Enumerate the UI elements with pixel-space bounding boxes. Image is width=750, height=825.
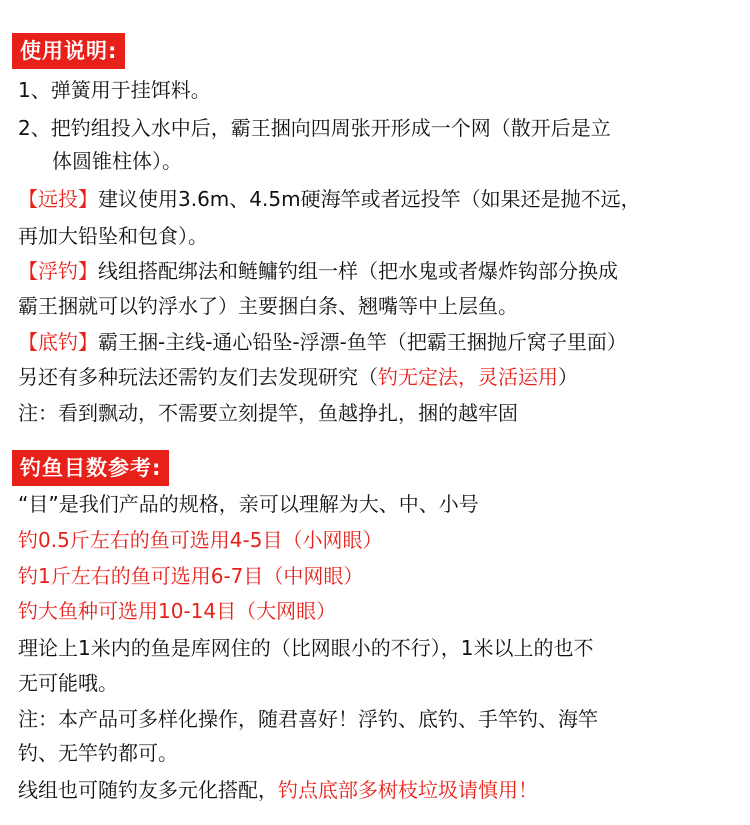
- float-fishing-line-2: 霸王捆就可以钓浮水了）主要捆白条、翘嘴等中上层鱼。: [18, 294, 518, 318]
- theory-line-2: 无可能哦。: [18, 671, 118, 695]
- other-methods-text: 另还有多种玩法还需钓友们去发现研究（: [18, 365, 378, 389]
- usage-note: 注：看到飘动，不需要立刻提竿，鱼越挣扎，捆的越牢固: [18, 401, 518, 425]
- product-note-line-2: 钓、无竿钓都可。: [18, 741, 178, 765]
- combo-warning: 钓点底部多树枝垃圾请慎用！: [278, 778, 538, 802]
- bottom-fishing-line: [18, 327, 746, 357]
- float-fishing-line-1: [18, 256, 746, 286]
- bottom-fishing-tag: 【底钓】: [18, 330, 98, 354]
- other-methods-line: [18, 362, 746, 392]
- float-fishing-tag: 【浮钓】: [18, 259, 98, 283]
- usage-heading-badge: 使用说明:: [12, 33, 125, 69]
- mesh-size-medium: 钓1斤左右的鱼可选用6-7目（中网眼）: [18, 564, 364, 588]
- combo-line: [18, 775, 746, 805]
- mesh-intro: “目”是我们产品的规格，亲可以理解为大、中、小号: [18, 492, 479, 516]
- mesh-size-heading-badge: 钓鱼目数参考:: [12, 450, 169, 486]
- usage-item-2-line-1: 2、把钓组投入水中后，霸王捆向四周张开形成一个网（散开后是立: [18, 116, 611, 140]
- product-note-line-1: 注：本产品可多样化操作，随君喜好！浮钓、底钓、手竿钓、海竿: [18, 707, 598, 731]
- mesh-size-small: 钓0.5斤左右的鱼可选用4-5目（小网眼）: [18, 528, 383, 552]
- usage-item-2-line-2: 体圆锥柱体）。: [52, 149, 182, 173]
- combo-text: 线组也可随钓友多元化搭配，: [18, 778, 278, 802]
- mesh-size-large: 钓大鱼种可选用10-14目（大网眼）: [18, 599, 337, 623]
- usage-item-1: 1、弹簧用于挂饵料。: [18, 78, 211, 102]
- other-methods-highlight: 钓无定法，灵活运用: [378, 365, 558, 389]
- long-cast-line-2: 再加大铅坠和包食）。: [18, 224, 208, 248]
- long-cast-text: 建议使用3.6m、4.5m硬海竿或者远投竿（如果还是抛不远，: [98, 187, 641, 211]
- long-cast-line-1: [18, 184, 746, 214]
- float-fishing-text: 线组搭配绑法和鲢鳙钓组一样（把水鬼或者爆炸钩部分换成: [98, 259, 618, 283]
- other-methods-close: ）: [558, 365, 578, 389]
- theory-line-1: 理论上1米内的鱼是库网住的（比网眼小的不行），1米以上的也不: [18, 636, 594, 660]
- bottom-fishing-text: 霸王捆-主线-通心铅坠-浮漂-鱼竿（把霸王捆抛斤窝子里面）: [98, 330, 627, 354]
- long-cast-tag: 【远投】: [18, 187, 98, 211]
